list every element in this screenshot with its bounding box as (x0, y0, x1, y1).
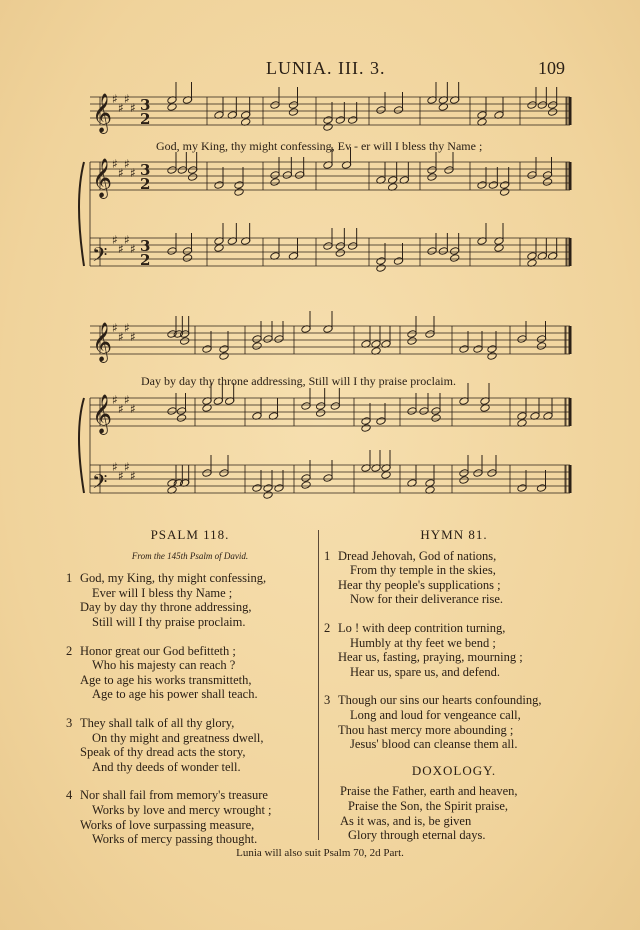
note-head (252, 342, 262, 351)
hymn-line: 1 Dread Jehovah, God of nations, (324, 548, 497, 563)
note-head (323, 123, 333, 132)
sharp-sign: ♯ (118, 101, 124, 115)
note-head (180, 337, 190, 346)
psalm-stanza-number: 3 (66, 715, 73, 730)
psalm-line: Age to age his works transmitteth, (80, 672, 252, 687)
system2-lyric: Day by day thy throne addressing, Still will I thy praise proclaim. (141, 374, 456, 388)
hymn-line: From thy temple in the skies, (350, 563, 496, 578)
treble-clef: 𝄞 (92, 158, 113, 198)
note-head (182, 254, 192, 263)
psalm-line: Ever will I bless thy Name ; (92, 585, 233, 600)
sharp-sign: ♯ (124, 233, 130, 247)
note-head (316, 409, 326, 418)
psalm-stanzas (66, 571, 314, 847)
psalm-line: Still will I thy praise proclaim. (92, 614, 246, 629)
note-head (188, 173, 198, 182)
note-head (376, 264, 386, 273)
hymn-stanzas (324, 549, 584, 752)
sharp-sign: ♯ (112, 233, 118, 247)
doxology-line: Praise the Father, earth and heaven, (340, 784, 518, 799)
psalm-title: PSALM 118. (150, 527, 230, 542)
hymn-line: Hear thy people's supplications ; (338, 577, 501, 592)
sharp-sign: ♯ (112, 92, 118, 106)
note-head (301, 481, 311, 490)
hymn-line: 3 Though our sins our hearts confounding, (324, 693, 542, 708)
hymn-line: Humbly at thy feet we bend ; (350, 635, 496, 650)
doxology-lines (324, 784, 584, 842)
psalm-stanza (66, 571, 314, 629)
hymn-line: Hear us, fasting, praying, mourning ; (338, 650, 523, 665)
hymn-line: 2 Lo ! with deep contrition turning, (324, 620, 506, 635)
sharp-sign: ♯ (118, 469, 124, 483)
time-signature: 2 (140, 251, 151, 269)
psalm-line: 1 God, my King, thy might confessing, (66, 571, 267, 586)
doxology-line: As it was, and is, be given (340, 813, 472, 828)
time-signature: 3 (140, 96, 151, 114)
psalm-line: Age to age his power shall teach. (92, 687, 258, 702)
note-head (487, 352, 497, 361)
doxology-line: Praise the Son, the Spirit praise, (348, 798, 509, 813)
bass-clef: 𝄢 (92, 470, 108, 498)
sharp-sign: ♯ (118, 330, 124, 344)
brace (79, 398, 84, 493)
psalm-line: Who his majesty can reach ? (92, 658, 236, 673)
psalm-line: Works by love and mercy wrought ; (92, 802, 272, 817)
note-head (263, 491, 273, 500)
hymn-stanza-number: 1 (324, 548, 331, 563)
note-head (176, 414, 186, 423)
psalm-stanza (66, 788, 314, 846)
sharp-sign: ♯ (130, 166, 136, 180)
treble-clef: 𝄞 (92, 394, 113, 434)
hymn-line: Long and loud for vengeance call, (350, 707, 521, 722)
psalm-column (66, 528, 314, 861)
psalm-line: Day by day thy throne addressing, (80, 600, 252, 615)
bass-clef: 𝄢 (92, 243, 108, 271)
tune-title: LUNIA. III. 3. (266, 58, 386, 78)
psalm-line: Works of mercy passing thought. (92, 832, 258, 847)
hymn-line: Hear us, spare us, and defend. (350, 664, 500, 679)
note-head (234, 188, 244, 197)
sharp-sign: ♯ (124, 460, 130, 474)
psalm-stanza-number: 4 (66, 788, 73, 803)
footer-note: Lunia will also suit Psalm 70, 2d Part. (236, 847, 404, 859)
column-divider (318, 530, 319, 840)
note-head (361, 424, 371, 433)
hymn-line: Jesus' blood can cleanse them all. (350, 737, 518, 752)
note-head (335, 249, 345, 258)
psalm-line: 3 They shall talk of all thy glory, (66, 715, 235, 730)
page-number: 109 (538, 58, 565, 78)
time-signature: 2 (140, 110, 151, 128)
note-head (450, 254, 460, 263)
treble-clef: 𝄞 (92, 322, 113, 362)
sharp-sign: ♯ (130, 101, 136, 115)
hymn-stanza (324, 693, 584, 751)
doxology-title: DOXOLOGY. (411, 762, 497, 778)
hymn-line: Now for their deliverance rise. (350, 592, 504, 607)
hymn-stanza (324, 621, 584, 679)
psalm-stanza-number: 1 (66, 571, 73, 586)
time-signature: 3 (140, 237, 151, 255)
sharp-sign: ♯ (130, 402, 136, 416)
psalm-line: And thy deeds of wonder tell. (92, 759, 241, 774)
treble-clef: 𝄞 (92, 93, 113, 133)
hymn-stanza-number: 3 (324, 693, 331, 708)
hymn-column (324, 528, 584, 843)
psalm-line: On thy might and greatness dwell, (92, 730, 264, 745)
sharp-sign: ♯ (112, 321, 118, 335)
sharp-sign: ♯ (124, 92, 130, 106)
hymn-title: HYMN 81. (420, 527, 488, 542)
psalm-stanza-number: 2 (66, 643, 73, 658)
sharp-sign: ♯ (130, 469, 136, 483)
sharp-sign: ♯ (112, 157, 118, 171)
sharp-sign: ♯ (124, 157, 130, 171)
note-head (288, 108, 298, 117)
sharp-sign: ♯ (118, 402, 124, 416)
time-signature: 3 (140, 161, 151, 179)
psalm-line: Speak of thy dread acts the story, (80, 745, 246, 760)
note-head (536, 342, 546, 351)
sharp-sign: ♯ (118, 242, 124, 256)
note-head (459, 476, 469, 485)
psalm-line: Works of love surpassing measure, (80, 817, 255, 832)
system1-lyric: God, my King, thy might confessing, Ev - er will I bless thy Name ; (156, 139, 483, 153)
psalm-subtitle: From the 145th Psalm of David. (131, 550, 249, 561)
hymn-line: Thou hast mercy more abounding ; (338, 722, 514, 737)
note-head (548, 108, 558, 117)
sharp-sign: ♯ (118, 166, 124, 180)
note-head (431, 414, 441, 423)
psalm-line: 2 Honor great our God befitteth ; (66, 643, 236, 658)
note-head (407, 337, 417, 346)
sharp-sign: ♯ (124, 321, 130, 335)
sharp-sign: ♯ (112, 460, 118, 474)
note-head (500, 188, 510, 197)
brace (79, 162, 84, 266)
note-head (542, 178, 552, 187)
doxology-line: Glory through eternal days. (348, 828, 486, 843)
psalm-stanza (66, 644, 314, 702)
time-signature: 2 (140, 175, 151, 193)
hymn-stanza (324, 549, 584, 607)
sharp-sign: ♯ (130, 242, 136, 256)
note-head (219, 352, 229, 361)
sharp-sign: ♯ (112, 393, 118, 407)
note-head (270, 178, 280, 187)
psalm-line: 4 Nor shall fail from memory's treasure (66, 788, 268, 803)
note-head (427, 173, 437, 182)
hymn-stanza-number: 2 (324, 620, 331, 635)
sharp-sign: ♯ (130, 330, 136, 344)
psalm-stanza (66, 716, 314, 774)
sharp-sign: ♯ (124, 393, 130, 407)
